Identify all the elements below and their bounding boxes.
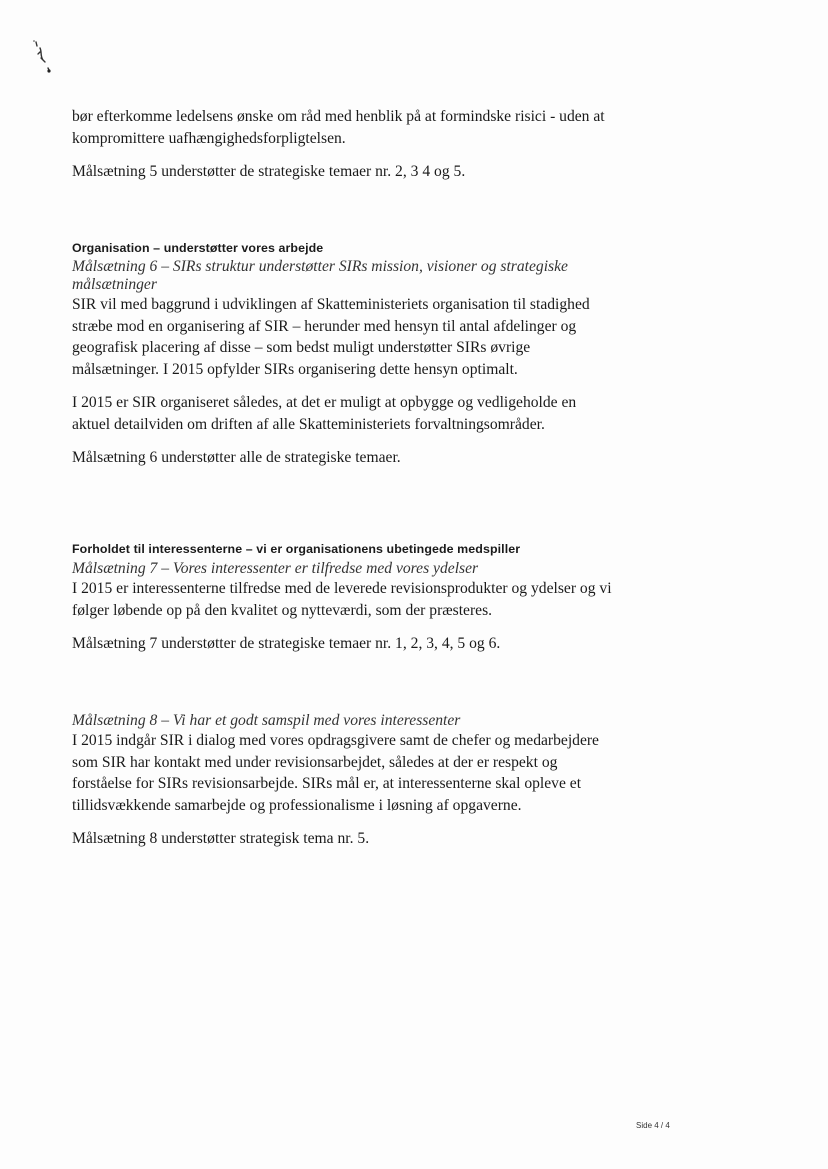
goal-8-title: Målsætning 8 – Vi har et godt samspil med vores interessenter — [72, 712, 461, 729]
section-heading: Forholdet til interessenterne – vi er organisationens ubetingede medspiller — [72, 542, 521, 556]
goal-7-reference: Målsætning 7 understøtter de strategiske temaer nr. 1, 2, 3, 4, 5 og 6. — [72, 635, 501, 652]
section-stakeholders — [72, 541, 617, 655]
intro-block — [72, 106, 617, 183]
intro-goal-reference: Målsætning 5 understøtter de strategiske temaer nr. 2, 3 4 og 5. — [72, 163, 466, 180]
goal-8-paragraph: I 2015 indgår SIR i dialog med vores opdragsgivere samt de chefer og medarbejdere som SIR har kontakt med under revisionsarbejdet, således at der er respekt og forståelse for SIRs revisionsarbejde. SIRs mål er, at interessenterne skal opleve et tillidsvækkende samarbejde og professionalisme i løsning af opgaverne. — [72, 732, 599, 814]
page-number: Side 4 / 4 — [636, 1121, 670, 1130]
goal-7-paragraph: I 2015 er interessenterne tilfredse med de leverede revisionsprodukter og ydelser og vi følger løbende op på den kvalitet og nytteværdi, som der præsteres. — [72, 580, 612, 619]
section-heading: Organisation – understøtter vores arbejde — [72, 241, 324, 255]
goal-6-paragraph: SIR vil med baggrund i udviklingen af Skatteministeriets organisation til stadighed stræbe mod en organisering af SIR – herunder med hensyn til antal afdelinger og geografisk placering af disse – som bedst muligt understøtter SIRs øvrige målsætninger. I 2015 opfylder SIRs organisering dette hensyn optimalt. — [72, 296, 590, 378]
goal-8-block — [72, 712, 617, 850]
intro-paragraph: bør efterkomme ledelsens ønske om råd med henblik på at formindske risici - uden at kompromittere uafhængighedsforpligtelsen. — [72, 108, 605, 147]
goal-6-reference: Målsætning 6 understøtter alle de strategiske temaer. — [72, 449, 401, 466]
goal-7-title: Målsætning 7 – Vores interessenter er tilfredse med vores ydelser — [72, 560, 479, 577]
goal-6-title: Målsætning 6 – SIRs struktur understøtter SIRs mission, visioner og strategiske målsætninger — [72, 258, 568, 293]
goal-6-paragraph-2: I 2015 er SIR organiseret således, at det er muligt at opbygge og vedligeholde en aktuel detailviden om driften af alle Skatteministeriets forvaltningsområder. — [72, 394, 577, 433]
scan-mark-icon — [30, 38, 60, 80]
section-organisation — [72, 240, 617, 469]
goal-8-reference: Målsætning 8 understøtter strategisk tema nr. 5. — [72, 830, 370, 847]
